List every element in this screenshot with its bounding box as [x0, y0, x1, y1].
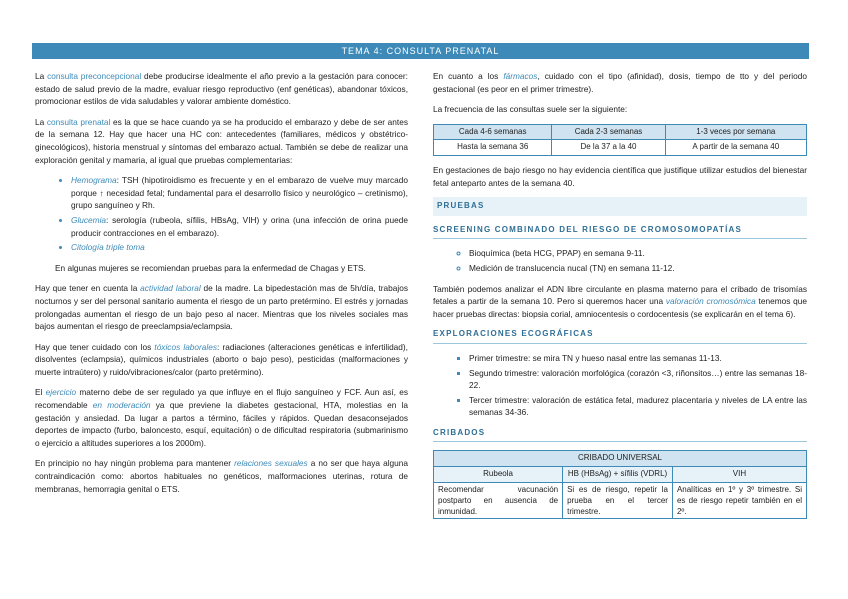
left-column — [35, 70, 408, 503]
paragraph-relaciones: En principio no hay ningún problema para mantener relaciones sexuales a no ser que haya alguna contraindicación como: abortos habituales no genéticos, malformaciones uterinas, rotura de membranas, hemorragia genital o ETS. — [35, 458, 408, 494]
pruebas-list — [35, 174, 408, 254]
table-header: Rubeola — [434, 467, 563, 483]
table-header: 1-3 veces por semana — [665, 124, 806, 140]
paragraph-ejercicio: El ejercicio materno debe de ser regulado ya que influye en el flujo sanguíneo y FCF. Aun así, es recomendable en moderación ya que previene la diabetes gestacional, HTA, molestias en la gestación y ansiedad. Da lugar a partos a término, fáciles y rápidos. Quedan desaconsejados deportes de impacto (furbo, baloncesto, esquí, equitación) o de dificultad respiratoria (submarinismo o ejercicio a altitudes superiores a los 2000m). — [35, 387, 409, 448]
term-preconcepcional: consulta preconcepcional — [47, 71, 142, 81]
paragraph-toxicos: Hay que tener cuidado con los tóxicos laborales: radiaciones (alteraciones genéticas e infertilidad), disolventes (eclampsia), químicos industriales (aborto o bajo peso), pesticidas (malformaciones y muerte intraútero) y ruido/vibraciones/calor (parto pretérmino). — [35, 341, 408, 377]
list-item: ◦ Bioquímica (beta HCG, PPAP) en semana 9-11. — [469, 247, 807, 260]
paragraph-actividad-laboral: Hay que tener en cuenta la actividad laboral de la madre. La bipedestación mas de 5h/día, trabajos nocturnos y ser del personal sanitario aumenta el riesgo de un parto pretérmino. El estrés y jornadas prolongadas aumentan el riesgo de un bajo peso al nacer. Mientras que los niveles sociales mas bajos aumentan el riesgo de preeclampsia/eclampsia. — [35, 283, 408, 332]
table-row: Recomendar vacunación postparto en ausencia de inmunidad. Si es de riesgo, repetir la prueba en el tercer trimestre. Analíticas en 1º y 3º trimestre. Si es de riesgo repetir también en el 2º. — [434, 482, 807, 518]
list-item: ▪ Segundo trimestre: valoración morfológica (corazón <3, riñonsitos…) entre las semanas 18-22. — [469, 367, 807, 392]
page-title: TEMA 4: CONSULTA PRENATAL — [32, 43, 809, 59]
paragraph-frecuencia: La frecuencia de las consultas suele ser la siguiente: — [433, 104, 628, 115]
table-header: Cada 4-6 semanas — [434, 124, 552, 140]
table-header: Cada 2-3 semanas — [552, 124, 665, 140]
table-row: Hasta la semana 36 De la 37 a la 40 A partir de la semana 40 — [434, 140, 807, 156]
paragraph-adn: También podemos analizar el ADN libre circulante en plasma materno para el cribado de trisomías fetales a partir de la semana 10. Pero si queremos hacer una valoración cromosómica tenemos que hacer pruebas directas: biopsia corial, amniocentesis o cordocentesis (se explicarán en el tema 6). — [433, 283, 807, 319]
right-column — [433, 70, 807, 527]
subheading-cribados: CRIBADOS — [433, 427, 807, 443]
paragraph-farmacos: En cuanto a los fármacos, cuidado con el tipo (afinidad), dosis, tiempo de tto y del periodo gestacional (es peor en el primer trimestre). — [433, 71, 807, 94]
ecografias-list — [433, 352, 807, 419]
list-item: ▪ Primer trimestre: se mira TN y hueso nasal entre las semanas 11-13. — [469, 352, 807, 365]
subheading-ecografias: EXPLORACIONES ECOGRÁFICAS — [433, 328, 807, 344]
screening-list — [433, 247, 807, 274]
list-item: • Glucemia: serología (rubeola, sífilis, HBsAg, VIH) y orina (una infección de orina puede producir contracciones en el embarazo). — [71, 214, 408, 239]
paragraph-prenatal: La consulta prenatal es la que se hace cuando ya se ha producido el embarazo y debe de ser antes de la semana 12. Hay que hacer una HC con: antecedentes (familiares, médicos y obstétrico-ginecológicos), historia menstrual y síntomas del embarazo actual. También se debe de realizar una exploración genital y mamaria, al igual que pruebas complementarias: — [35, 116, 408, 165]
table-header: VIH — [672, 467, 806, 483]
list-item: • Hemograma: TSH (hipotiroidismo es frecuente y en el embarazo de vuelve muy marcado porque ↑ necesidad fetal; fundamental para el desarrollo físico y neurológico – cretinismo), grupo sanguíneo y Rh. — [71, 174, 408, 212]
frequency-table — [433, 124, 807, 156]
term-prenatal: consulta prenatal — [46, 116, 111, 127]
list-item: ▪ Tercer trimestre: valoración de estática fetal, madurez placentaria y niveles de LA entre las semanas 34-36. — [469, 394, 807, 419]
list-item: • Citología triple toma — [71, 241, 408, 254]
paragraph-chagas: En algunas mujeres se recomiendan pruebas para la enfermedad de Chagas y ETS. — [55, 262, 366, 273]
subheading-screening: SCREENING COMBINADO DEL RIESGO DE CROMOSOMOPATÍAS — [433, 224, 807, 240]
table-header: HB (HBsAg) + sífilis (VDRL) — [563, 467, 673, 483]
paragraph-preconcepcional: La consulta preconcepcional debe producirse idealmente el año previo a la gestación para conocer: estado de salud previo de la madre, evaluar riesgo reproductivo (enf genéticas), abandonar tóxicos, promocionar estilos de vida saludables y valorar ambiente doméstico. — [35, 71, 408, 107]
list-item: ◦ Medición de translucencia nucal (TN) en semana 11-12. — [469, 262, 807, 275]
paragraph-bajo-riesgo: En gestaciones de bajo riesgo no hay evidencia científica que justifique utilizar estudios del bienestar fetal anteparto antes de la semana 40. — [433, 164, 807, 188]
cribado-table — [433, 450, 807, 518]
section-heading-pruebas: PRUEBAS — [433, 197, 807, 216]
table-title: CRIBADO UNIVERSAL — [434, 451, 807, 467]
